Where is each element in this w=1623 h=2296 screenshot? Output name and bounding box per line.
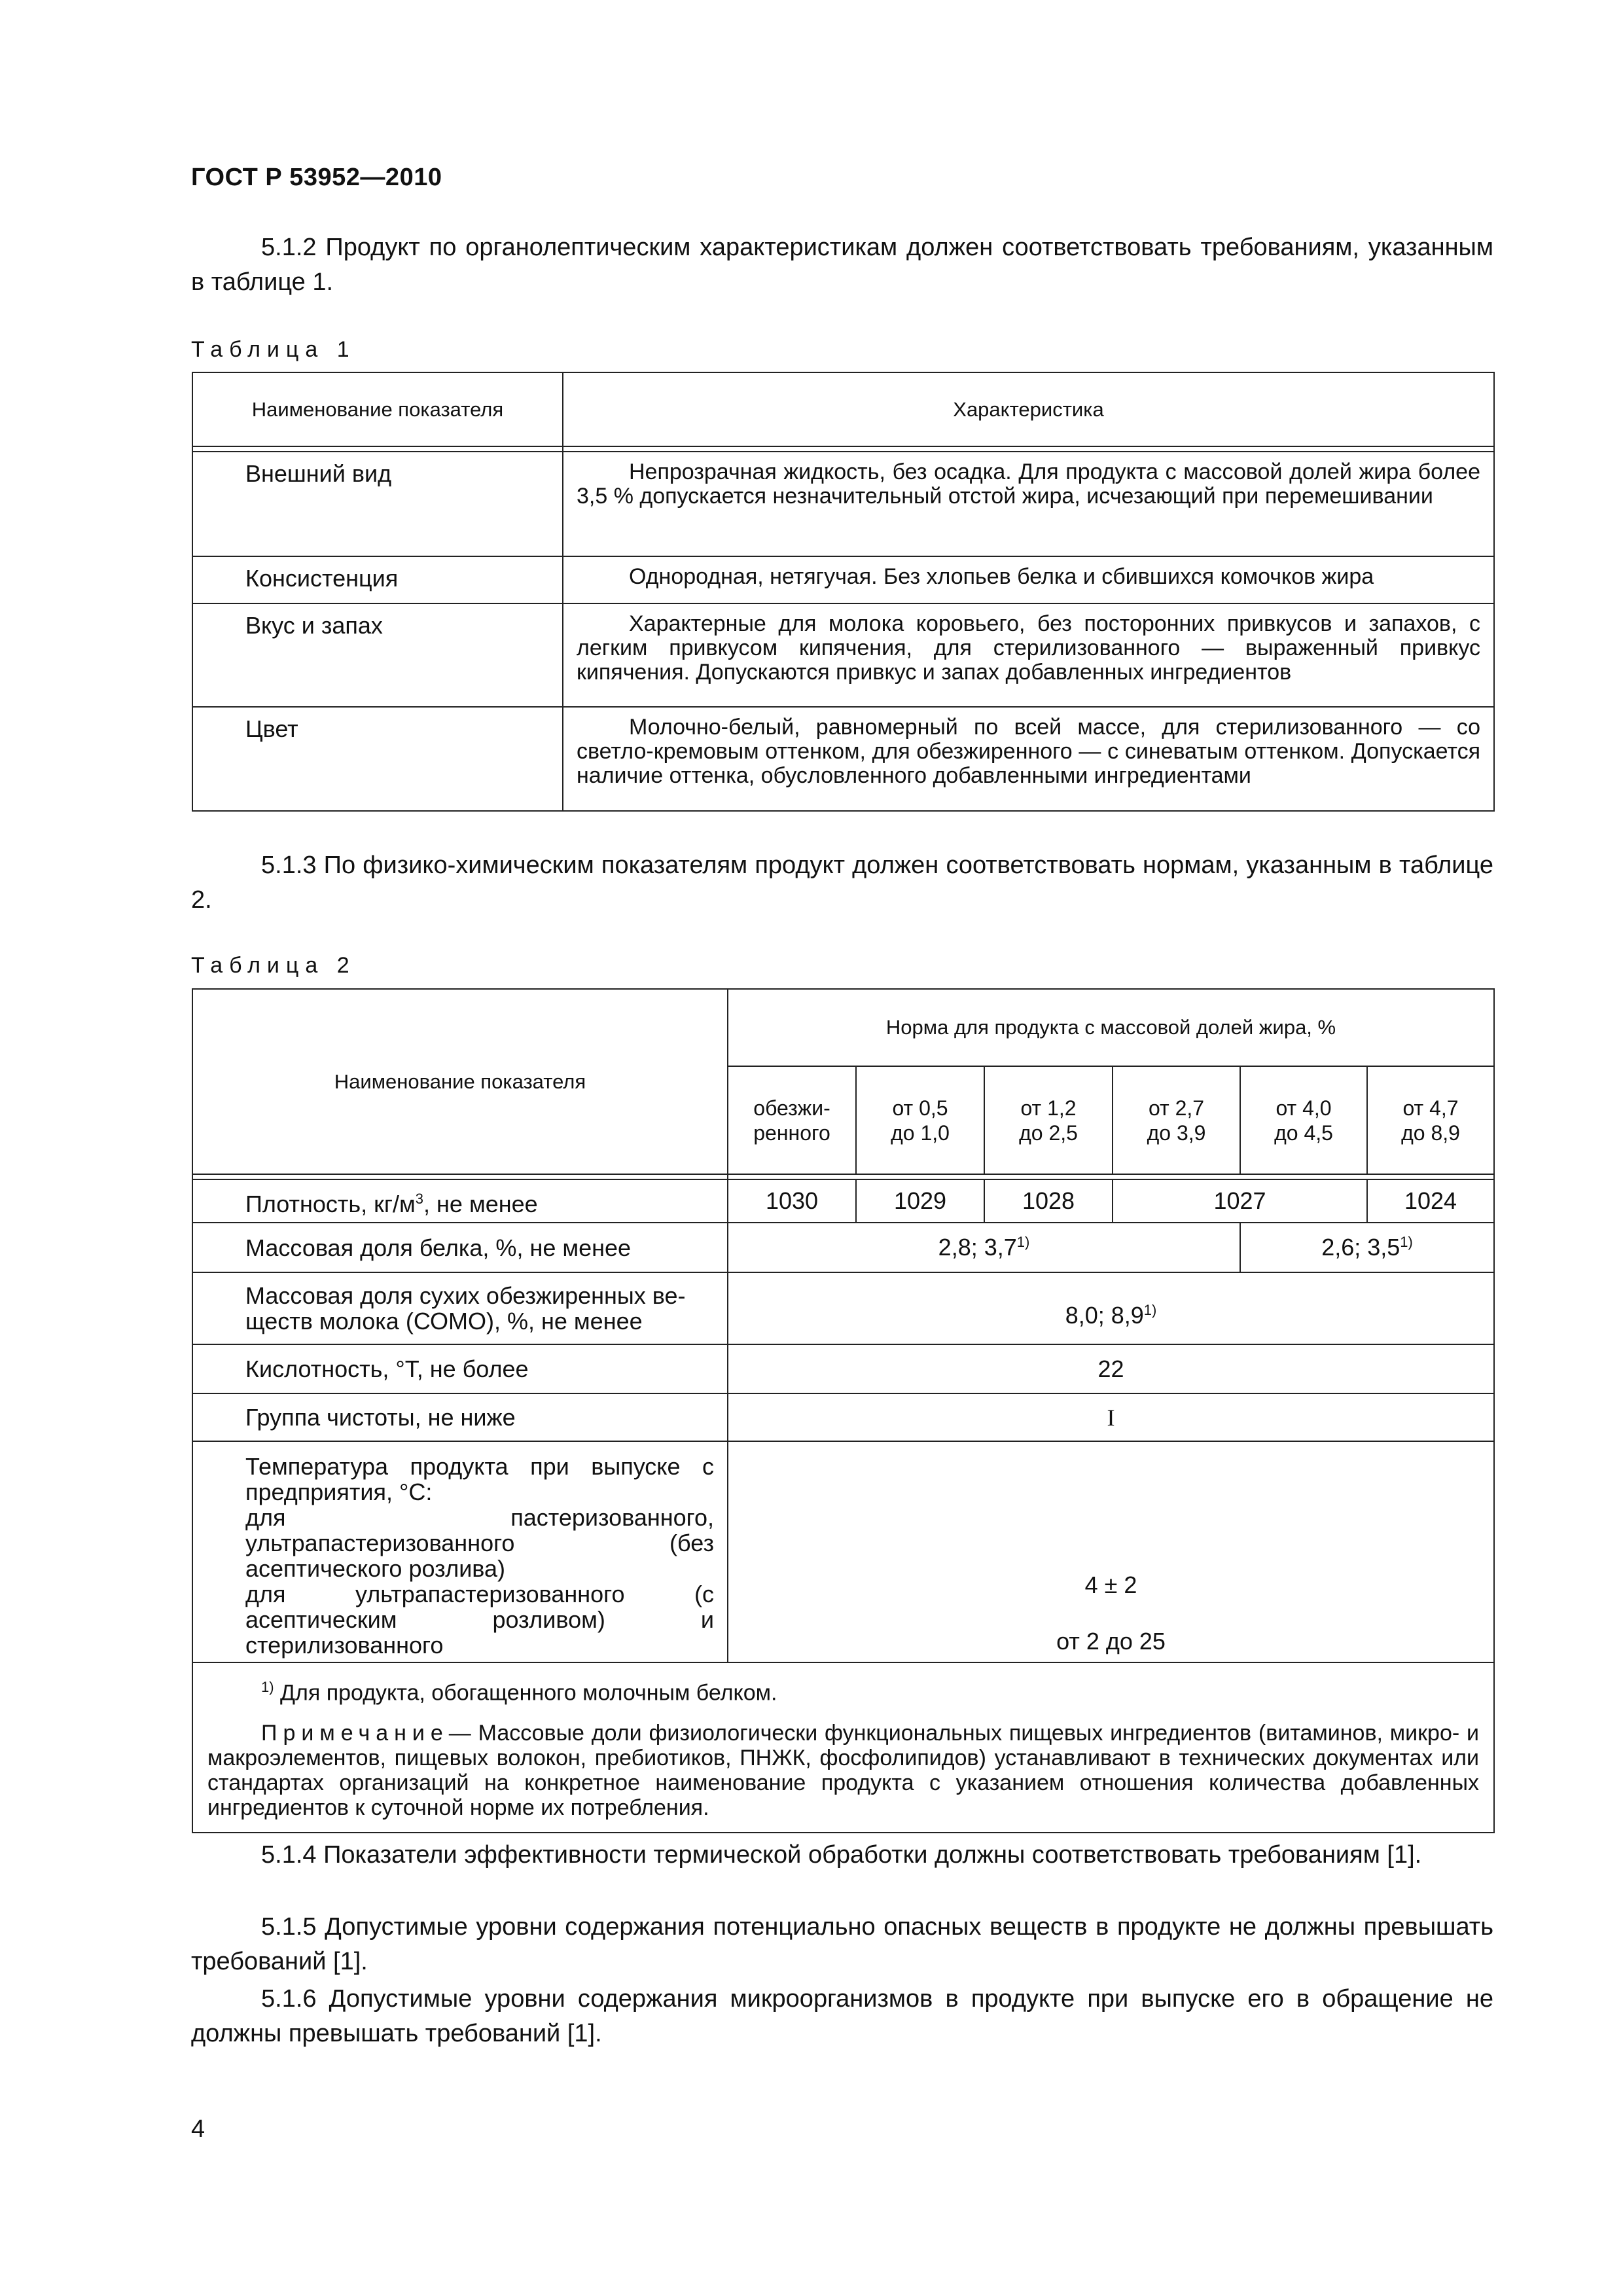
density-value: 1030 bbox=[728, 1179, 856, 1223]
table1-row-name: Внешний вид bbox=[192, 452, 563, 556]
paragraph-5-1-5: 5.1.5 Допустимые уровни содержания потенциально опасных веществ в продукте не должны превышать требований [1]. bbox=[191, 1913, 1493, 1975]
protein-label: Массовая доля белка, %, не менее bbox=[192, 1223, 728, 1272]
density-value: 1027 bbox=[1113, 1179, 1367, 1223]
acidity-label: Кислотность, °Т, не более bbox=[192, 1344, 728, 1393]
table2-header-name: Наименование показателя bbox=[192, 989, 728, 1174]
table2-header-norm: Норма для продукта с массовой долей жира, % bbox=[728, 989, 1494, 1066]
temperature-pasteurized-value: 4 ± 2 bbox=[1084, 1571, 1137, 1598]
paragraph-5-1-2: 5.1.2 Продукт по органолептическим характеристикам должен соответствовать требованиям, указанным в таблице 1. bbox=[191, 234, 1493, 296]
table1-row-name: Цвет bbox=[192, 707, 563, 811]
density-label: Плотность, $кг/м^3$, не менее bbox=[192, 1179, 728, 1223]
fat-range-header: от 2,7 до 3,9 bbox=[1113, 1066, 1240, 1174]
table1-row-text: Непрозрачная жидкость, без осадка. Для продукта с массовой долей жира более 3,5 % допускается незначительный отстой жира, исчезающий при перемешивании bbox=[563, 452, 1494, 556]
fat-range-header: обезжи- ренного bbox=[728, 1066, 856, 1174]
temperature-label: Температура продукта при выпуске с предприятия, °С: для пастеризованного, ультрапастеризованного (без асептического розлива) для ультрапастеризованного (с асептическим розливом) и стерилизованного bbox=[192, 1441, 728, 1662]
temperature-sterilized-value: от 2 до 25 bbox=[1056, 1628, 1166, 1655]
page-number: 4 bbox=[191, 2115, 205, 2143]
table1-row-text: Характерные для молока коровьего, без посторонних привкусов и запахов, с легким привкусом кипячения, для стерилизованного — выраженный привкус кипячения. Допускаются привкус и запах добавленных ингредиентов bbox=[563, 603, 1494, 707]
somo-value: 8,0; 8,9$^{1)}$ bbox=[728, 1272, 1494, 1344]
table1-row-name: Вкус и запах bbox=[192, 603, 563, 707]
paragraph-5-1-6: 5.1.6 Допустимые уровни содержания микроорганизмов в продукте при выпуске его в обращение не должны превышать требований [1]. bbox=[191, 1985, 1493, 2047]
table1-caption: Таблица 1 bbox=[191, 337, 356, 362]
purity-value: I bbox=[728, 1393, 1494, 1441]
table1-header-name: Наименование показателя bbox=[192, 372, 563, 446]
table1-header-characteristic: Характеристика bbox=[563, 372, 1494, 446]
protein-value: 2,6; 3,5$^{1)}$ bbox=[1240, 1223, 1494, 1272]
fat-range-header: от 4,0 до 4,5 bbox=[1240, 1066, 1367, 1174]
fat-range-header: от 4,7 до 8,9 bbox=[1367, 1066, 1494, 1174]
table1-row-text: Однородная, нетягучая. Без хлопьев белка и сбившихся комочков жира bbox=[563, 556, 1494, 603]
table1-row-name: Консистенция bbox=[192, 556, 563, 603]
table-physicochemical bbox=[192, 988, 1495, 1833]
table1-row-text: Молочно-белый, равномерный по всей массе, для стерилизованного — со светло-кремовым оттенком, для обезжиренного — с синеватым оттенком. Допускается наличие оттенка, обусловленного добавленными ингредиентами bbox=[563, 707, 1494, 811]
document-header: ГОСТ Р 53952—2010 bbox=[191, 164, 442, 191]
table-note: Примечание— Массовые доли физиологически функциональных пищевых ингредиентов (витаминов, микро- и макроэлементов, пищевых волокон, пребиотиков, ПНЖК, фосфолипидов) устанавливают в технических документах или стандартах организаций на конкретное наименование продукта с указанием отношения количества добавленных ингредиентов к суточной норме их потребления. bbox=[207, 1721, 1480, 1821]
protein-value: 2,8; 3,7$^{1)}$ bbox=[728, 1223, 1240, 1272]
paragraph-5-1-4: 5.1.4 Показатели эффективности термической обработки должны соответствовать требованиям [1]. bbox=[261, 1841, 1422, 1869]
footnote: $^{1)}$ Для продукта, обогащенного молочным белком. bbox=[261, 1679, 777, 1706]
density-value: 1024 bbox=[1367, 1179, 1494, 1223]
table-organoleptic bbox=[192, 372, 1495, 812]
fat-range-header: от 0,5 до 1,0 bbox=[856, 1066, 984, 1174]
somo-label: Массовая доля сухих обезжиренных ве- ществ молока (СОМО), %, не менее bbox=[192, 1272, 728, 1344]
table2-caption: Таблица 2 bbox=[191, 953, 356, 978]
fat-range-header: от 1,2 до 2,5 bbox=[984, 1066, 1113, 1174]
temperature-values bbox=[728, 1441, 1494, 1662]
purity-label: Группа чистоты, не ниже bbox=[192, 1393, 728, 1441]
acidity-value: 22 bbox=[728, 1344, 1494, 1393]
density-value: 1028 bbox=[984, 1179, 1113, 1223]
paragraph-5-1-3: 5.1.3 По физико-химическим показателям продукт должен соответствовать нормам, указанным в таблице 2. bbox=[191, 852, 1493, 914]
table2-footer bbox=[192, 1662, 1494, 1833]
density-value: 1029 bbox=[856, 1179, 984, 1223]
